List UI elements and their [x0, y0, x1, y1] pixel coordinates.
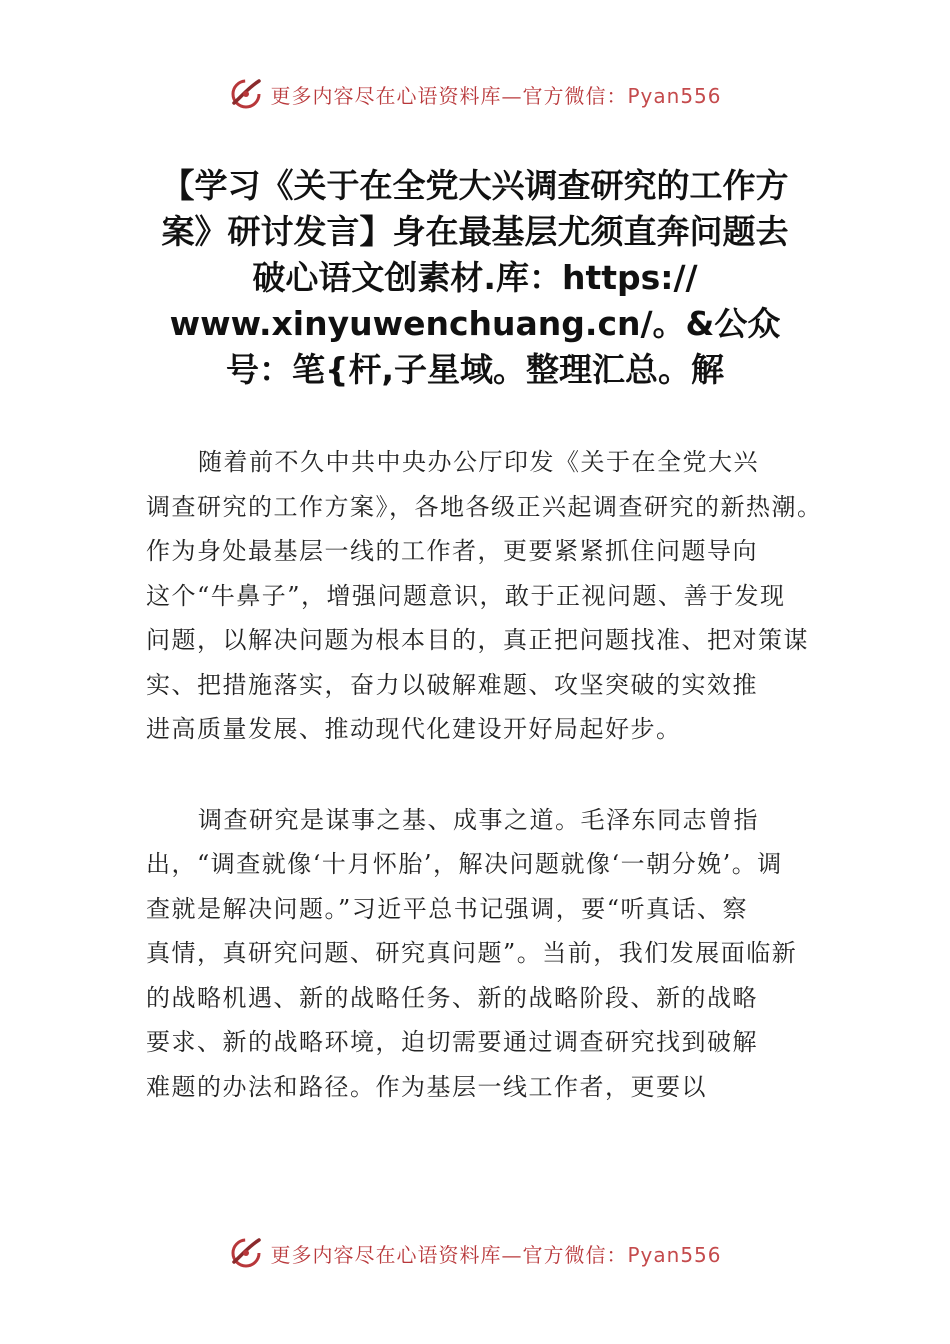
paragraph-line: 随着前不久中共中央办公厅印发《关于在全党大兴	[198, 448, 759, 476]
wechat-handle: Pyan556	[627, 1242, 722, 1267]
document-body	[146, 440, 826, 1155]
header-banner-text: 更多内容尽在心语资料库—官方微信：Pyan556	[270, 83, 722, 108]
paragraph-1	[146, 440, 826, 752]
paragraph-line: 难题的办法和路径。作为基层一线工作者，更要以	[146, 1072, 707, 1101]
paragraph-line: 作为身处最基层一线的工作者，更要紧紧抓住问题导向	[146, 537, 758, 565]
title-line: 号：笔{杆,子星域。整理汇总。解	[225, 350, 725, 389]
paragraph-2	[146, 798, 826, 1110]
title-line: 破心语文创素材.库：https://	[252, 258, 698, 297]
paragraph-line: 要求、新的战略环境，迫切需要通过调查研究找到破解	[146, 1028, 758, 1056]
paragraph-line: 出，“调查就像‘十月怀胎’，解决问题就像‘一朝分娩’。调	[146, 850, 783, 878]
paragraph-line: 真情，真研究问题、研究真问题”。当前，我们发展面临新	[146, 939, 798, 967]
paragraph-line: 的战略机遇、新的战略任务、新的战略阶段、新的战略	[146, 983, 758, 1012]
header-banner	[0, 72, 950, 116]
footer-banner	[0, 1231, 950, 1275]
brush-circle-logo-icon	[228, 1235, 264, 1271]
title-line: 【学习《关于在全党大兴调查研究的工作方	[161, 166, 789, 205]
paragraph-line: 问题，以解决问题为根本目的，真正把问题找准、把对策谋	[146, 626, 809, 654]
paragraph-line: 调查研究是谋事之基、成事之道。毛泽东同志曾指	[198, 805, 759, 834]
document-title	[120, 163, 830, 393]
paragraph-line: 调查研究的工作方案》，各地各级正兴起调查研究的新热潮。	[146, 492, 823, 521]
title-line: www.xinyuwenchuang.cn/。&公众	[169, 304, 781, 343]
paragraph-line: 进高质量发展、推动现代化建设开好局起好步。	[146, 715, 682, 743]
brush-circle-logo-icon	[228, 76, 264, 112]
wechat-handle: Pyan556	[627, 83, 722, 108]
paragraph-line: 这个“牛鼻子”，增强问题意识，敢于正视问题、善于发现	[146, 581, 786, 610]
paragraph-line: 实、把措施落实，奋力以破解难题、攻坚突破的实效推	[146, 670, 758, 699]
title-line: 案》研讨发言】身在最基层尤须直奔问题去	[161, 212, 789, 251]
footer-banner-text: 更多内容尽在心语资料库—官方微信：Pyan556	[270, 1242, 722, 1267]
paragraph-line: 查就是解决问题。”习近平总书记强调，要“听真话、察	[146, 894, 749, 923]
